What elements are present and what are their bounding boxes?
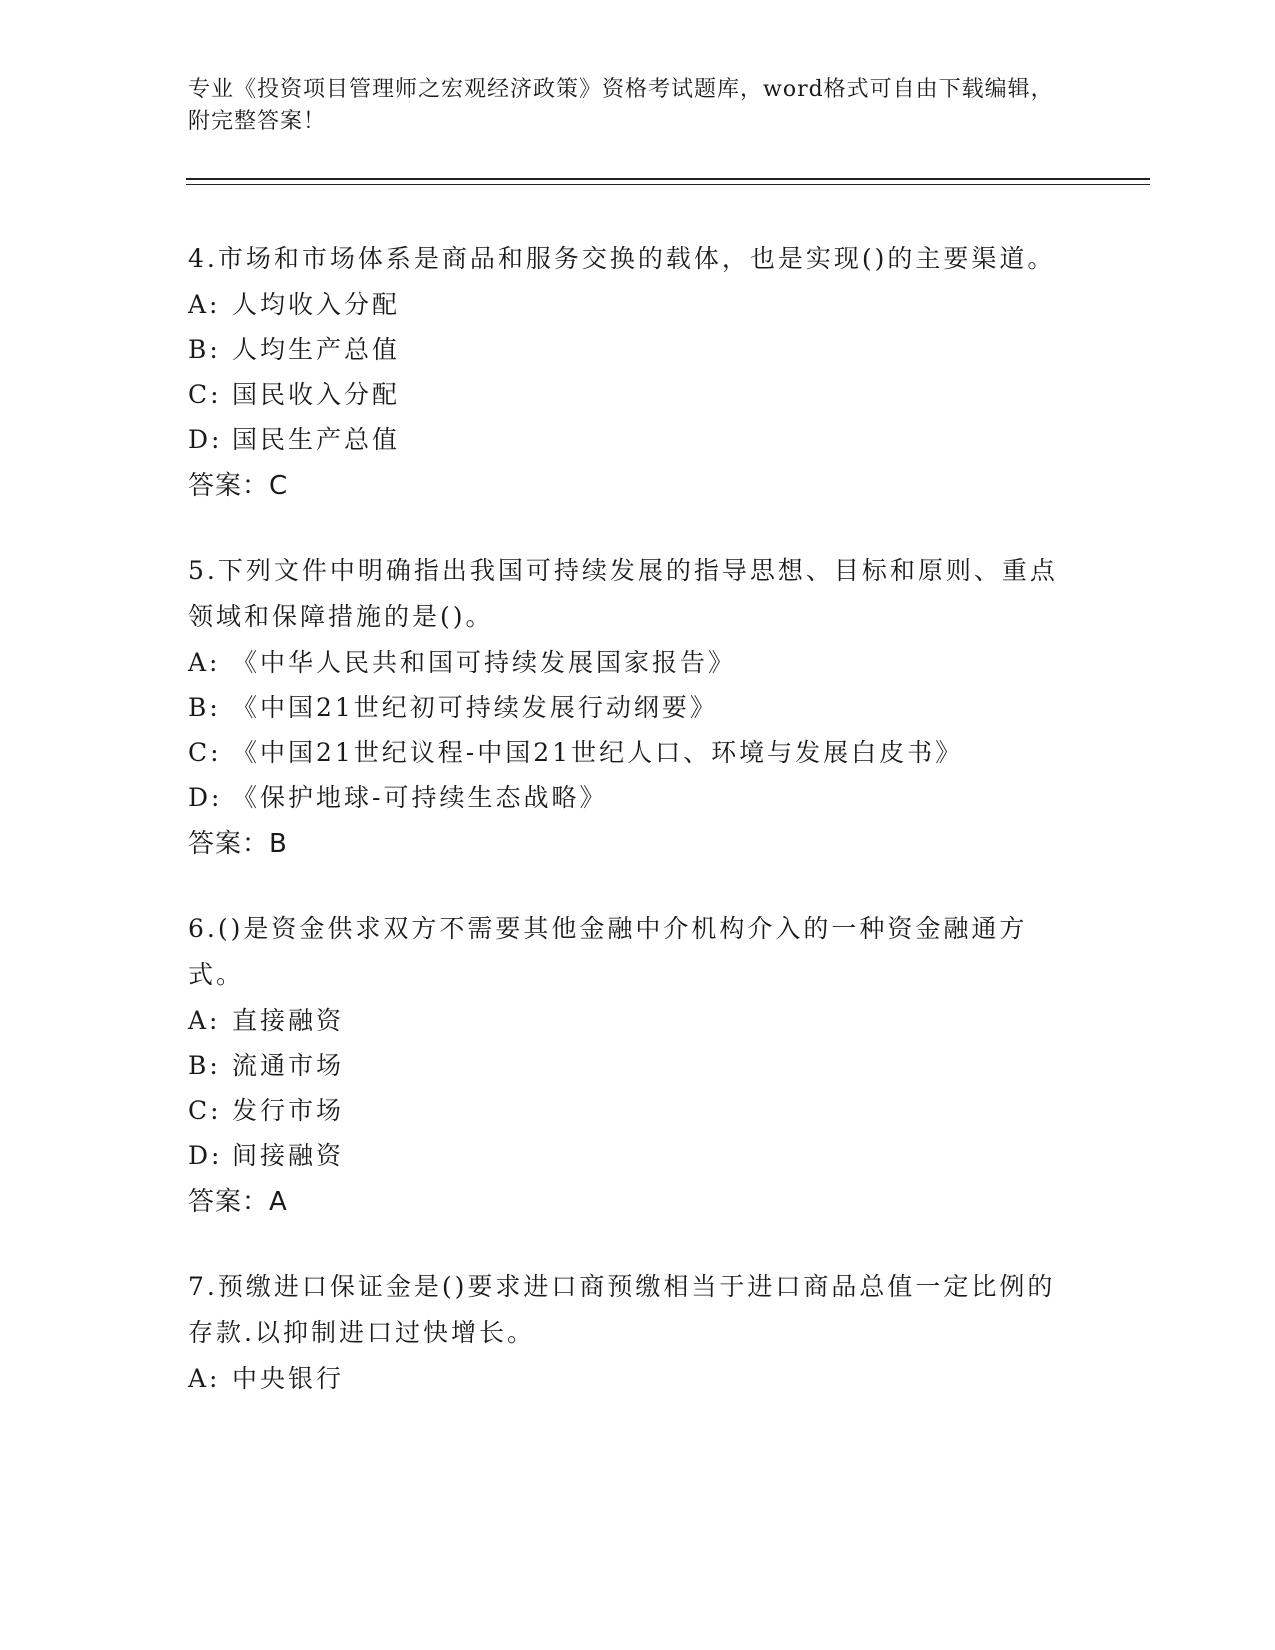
option-text: 间接融资 bbox=[232, 1141, 345, 1170]
question-6 bbox=[188, 906, 1068, 1226]
option-d bbox=[188, 1133, 1068, 1178]
option-text: 人均生产总值 bbox=[232, 335, 401, 364]
answer-line: 答案：A bbox=[188, 1187, 288, 1217]
option-text: 流通市场 bbox=[232, 1051, 345, 1080]
option-c bbox=[188, 372, 1068, 417]
option-label: D: bbox=[188, 425, 223, 454]
question-text: 6.()是资金供求双方不需要其他金融中介机构介入的一种资金融通方式。 bbox=[188, 914, 1028, 989]
option-a bbox=[188, 1356, 1068, 1401]
option-text: 国民收入分配 bbox=[232, 380, 401, 409]
option-label: C: bbox=[188, 738, 222, 767]
header-divider-thick bbox=[186, 178, 1150, 180]
option-d bbox=[188, 417, 1068, 462]
option-label: D: bbox=[188, 1141, 223, 1170]
answer-line: 答案：C bbox=[188, 471, 289, 501]
option-c bbox=[188, 1088, 1068, 1133]
option-text: 《中华人民共和国可持续发展国家报告》 bbox=[232, 648, 737, 677]
header-divider-thin bbox=[186, 184, 1150, 185]
option-label: D: bbox=[188, 783, 223, 812]
option-a bbox=[188, 640, 1068, 685]
option-label: B: bbox=[188, 693, 221, 722]
option-text: 《中国21世纪议程-中国21世纪人口、环境与发展白皮书》 bbox=[232, 738, 964, 767]
question-5 bbox=[188, 548, 1068, 868]
option-text: 《保护地球-可持续生态战略》 bbox=[232, 783, 608, 812]
question-text: 5.下列文件中明确指出我国可持续发展的指导思想、目标和原则、重点领域和保障措施的是()。 bbox=[188, 556, 1058, 631]
answer-line: 答案：B bbox=[188, 829, 288, 859]
question-list bbox=[188, 236, 1068, 1439]
option-d bbox=[188, 775, 1068, 820]
question-text: 7.预缴进口保证金是()要求进口商预缴相当于进口商品总值一定比例的存款.以抑制进口过快增长。 bbox=[188, 1272, 1056, 1347]
question-7 bbox=[188, 1264, 1068, 1401]
option-label: B: bbox=[188, 1051, 221, 1080]
option-b bbox=[188, 685, 1068, 730]
option-label: B: bbox=[188, 335, 221, 364]
option-text: 直接融资 bbox=[232, 1006, 345, 1035]
option-label: A: bbox=[188, 290, 221, 319]
option-text: 发行市场 bbox=[232, 1096, 345, 1125]
option-b bbox=[188, 1043, 1068, 1088]
option-label: A: bbox=[188, 1006, 221, 1035]
option-text: 中央银行 bbox=[232, 1364, 345, 1393]
option-c bbox=[188, 730, 1068, 775]
option-label: A: bbox=[188, 648, 221, 677]
question-4 bbox=[188, 236, 1068, 510]
option-text: 《中国21世纪初可持续发展行动纲要》 bbox=[232, 693, 718, 722]
option-a bbox=[188, 282, 1068, 327]
option-text: 人均收入分配 bbox=[232, 290, 401, 319]
option-label: C: bbox=[188, 1096, 222, 1125]
option-a bbox=[188, 998, 1068, 1043]
option-text: 国民生产总值 bbox=[232, 425, 401, 454]
option-label: C: bbox=[188, 380, 222, 409]
document-header: 专业《投资项目管理师之宏观经济政策》资格考试题库，word格式可自由下载编辑，附完整答案！ bbox=[188, 77, 1054, 134]
option-label: A: bbox=[188, 1364, 221, 1393]
option-b bbox=[188, 327, 1068, 372]
question-text: 4.市场和市场体系是商品和服务交换的载体，也是实现()的主要渠道。 bbox=[188, 244, 1056, 273]
